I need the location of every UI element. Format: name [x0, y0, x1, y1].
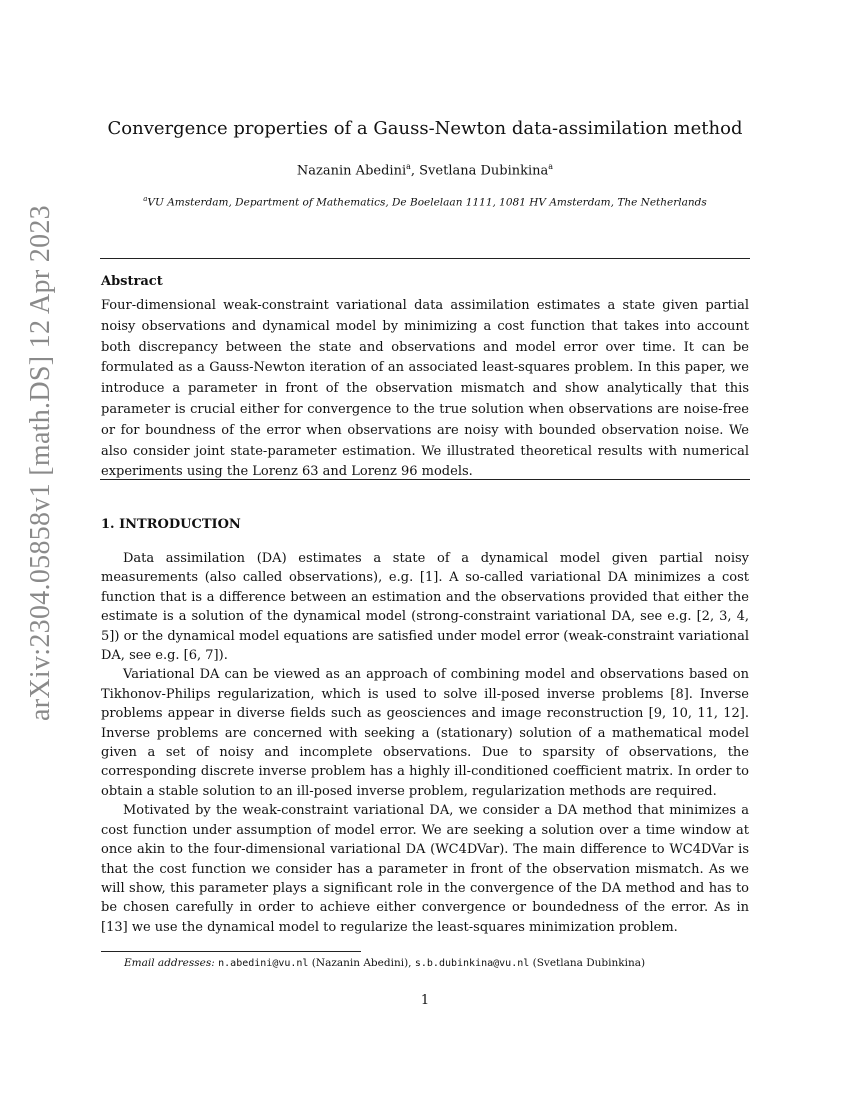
author-affiliation-mark: a — [548, 162, 554, 171]
author-affiliation-mark: a — [406, 162, 411, 171]
abstract-top-rule — [100, 258, 750, 259]
paragraph: Variational DA can be viewed as an approach of combining model and observations based on Tikhonov-Philips regularization, which is used to solve ill-posed inverse problems [8]. Inverse problems appear in diverse fields such as geosciences and image reconstruction [9, 10, 11, 12]. Inverse problems are concerned with seeking a (stationary) solution of a mathematical model given a set of noisy and incomplete observations. Due to sparsity of observations, the corresponding discrete inverse problem has a highly ill-conditioned coefficient matrix. In order to obtain a stable solution to an ill-posed inverse problem, regularization methods are required. — [101, 667, 749, 799]
affiliation-text: VU Amsterdam, Department of Mathematics, De Boelelaan 1111, 1081 HV Amsterdam, The Netherlands — [147, 196, 707, 209]
footnote-email-addresses — [124, 957, 645, 969]
affiliation — [100, 195, 750, 209]
author-name: Svetlana Dubinkina — [419, 163, 549, 179]
email-owner: (Svetlana Dubinkina) — [532, 957, 646, 969]
arxiv-identifier-stamp — [22, 205, 60, 721]
footnote-rule — [101, 951, 361, 952]
arxiv-identifier-text: arXiv:2304.05858v1 [math.DS] 12 Apr 2023 — [25, 205, 56, 721]
email-link[interactable]: n.abedini@vu.nl — [218, 958, 309, 969]
paper-title: Convergence properties of a Gauss-Newton data-assimilation method — [107, 118, 743, 139]
affiliation-mark: a — [143, 195, 148, 203]
introduction-body — [101, 549, 749, 937]
abstract-bottom-rule — [100, 479, 750, 480]
email-owner: (Nazanin Abedini) — [311, 957, 409, 969]
email-link[interactable]: s.b.dubinkina@vu.nl — [414, 958, 530, 969]
section-heading-introduction: 1. INTRODUCTION — [101, 517, 241, 532]
footnote-label: Email addresses: — [124, 957, 215, 969]
paragraph: Motivated by the weak-constraint variational DA, we consider a DA method that minimizes a cost function under assumption of model error. We are seeking a solution over a time window at once akin to the four-dimensional variational DA (WC4DVar). The main difference to WC4DVar is that the cost function we consider has a parameter in front of the observation mismatch. As we will show, this parameter plays a significant role in the convergence of the DA method and has to be chosen carefully in order to achieve either convergence or boundedness of the error. As in [13] we use the dynamical model to regularize the least-squares minimization problem. — [101, 803, 749, 935]
footnote-separator: , — [408, 957, 415, 969]
abstract-text: Four-dimensional weak-constraint variational data assimilation estimates a state given partial noisy observations and dynamical model by minimizing a cost function that takes into account both discrepancy between the state and observations and model error over time. It can be formulated as a Gauss-Newton iteration of an associated least-squares problem. In this paper, we introduce a parameter in front of the observation mismatch and show analytically that this parameter is crucial either for convergence to the true solution when observations are noise-free or for boundness of the error when observations are noisy with bounded observation noise. We also consider joint state-parameter estimation. We illustrated theoretical results with numerical experiments using the Lorenz 63 and Lorenz 96 models. — [101, 298, 749, 480]
author-separator: , — [410, 163, 420, 179]
abstract-heading: Abstract — [101, 274, 163, 289]
paragraph: Data assimilation (DA) estimates a state of a dynamical model given partial noisy measurements (also called observations), e.g. [1]. A so-called variational DA minimizes a cost function that is a difference between an estimation and the observations provided that either the estimate is a solution of the dynamical model (strong-constraint variational DA, see e.g. [2, 3, 4, 5]) or the dynamical model equations are satisfied under model error (weak-constraint variational DA, see e.g. [6, 7]). — [101, 551, 749, 664]
author-name: Nazanin Abedini — [296, 163, 407, 179]
page-number: 1 — [420, 993, 430, 1008]
author-list — [100, 162, 750, 178]
